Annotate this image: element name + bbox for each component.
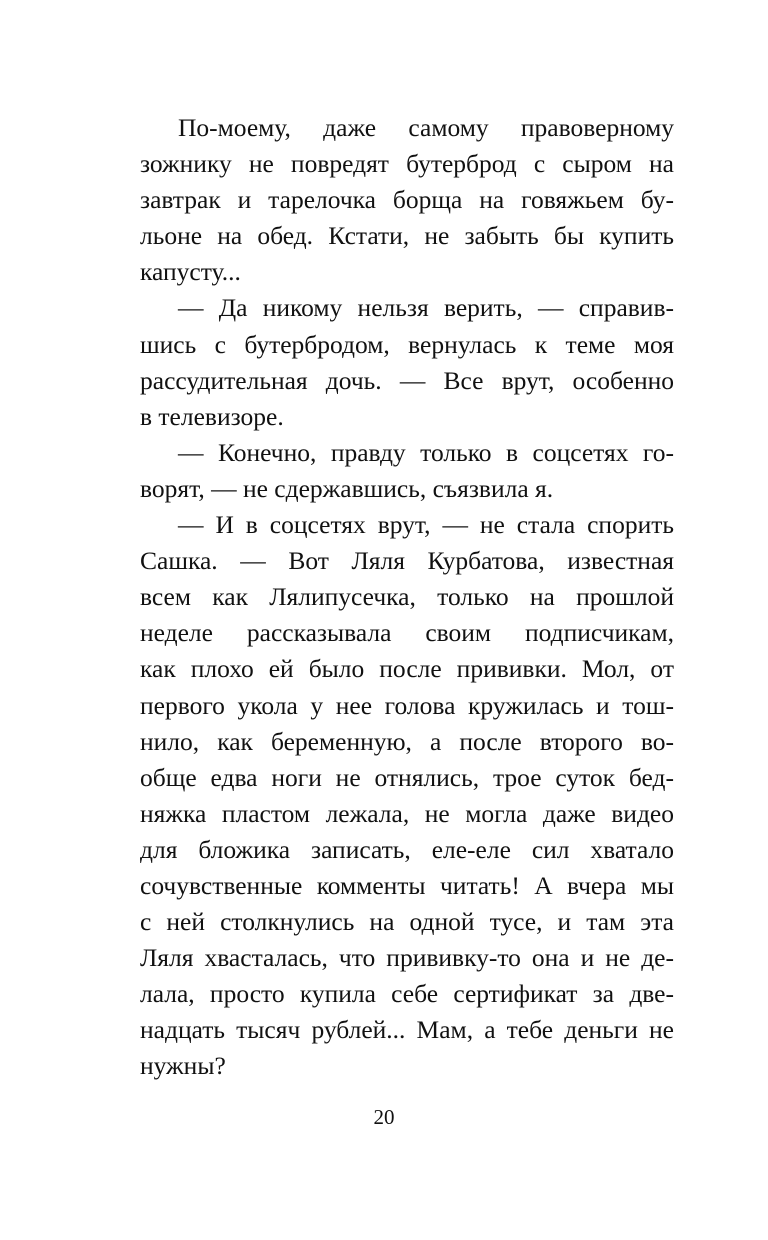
text-line: По-моему, даже самому правоверному xyxy=(178,113,674,142)
page-number: 20 xyxy=(373,1105,395,1129)
text-line: нило, как беременную, а после второго во- xyxy=(140,726,674,756)
text-line: Ляля хвасталась, что прививку-то она и не де- xyxy=(140,943,674,973)
text-line: нужны? xyxy=(140,1051,226,1081)
text-line: завтрак и тарелочка борща на говяжьем бу- xyxy=(140,185,674,215)
text-line: капусту... xyxy=(140,257,241,287)
body-text xyxy=(140,110,674,1085)
text-line: няжка пластом лежала, не могла даже видео xyxy=(140,798,674,828)
text-line: зожнику не повредят бутерброд с сыром на xyxy=(140,149,674,179)
text-line: — Да никому нельзя верить, — справив- xyxy=(178,293,674,323)
text-line: для бложика записать, еле-еле сил хватало xyxy=(140,834,674,864)
text-line: ворят, — не сдержавшись, съязвила я. xyxy=(140,473,554,503)
text-line: с ней столкнулись на одной тусе, и там эта xyxy=(140,907,674,937)
text-line: в телевизоре. xyxy=(140,401,284,431)
text-line: — Конечно, правду только в соцсетях го- xyxy=(178,437,674,467)
text-line: всем как Лялипусечка, только на прошлой xyxy=(140,582,674,612)
text-line: льоне на обед. Кстати, не забыть бы купить xyxy=(140,221,674,251)
text-line: лала, просто купила себе сертификат за две- xyxy=(140,979,674,1009)
text-line: надцать тысяч рублей... Мам, а тебе деньги не xyxy=(140,1015,674,1045)
text-line: первого укола у нее голова кружилась и тош- xyxy=(140,690,674,720)
text-line: сочувственные комменты читать! А вчера мы xyxy=(140,870,674,900)
text-line: неделе рассказывала своим подписчикам, xyxy=(140,618,674,648)
text-line: обще едва ноги не отнялись, трое суток бед- xyxy=(140,762,674,792)
text-line: — И в соцсетях врут, — не стала спорить xyxy=(178,510,674,540)
text-line: как плохо ей было после прививки. Мол, от xyxy=(140,654,674,684)
text-line: шись с бутербродом, вернулась к теме моя xyxy=(140,329,674,359)
text-line: рассудительная дочь. — Все врут, особенно xyxy=(140,365,674,395)
text-line: Сашка. — Вот Ляля Курбатова, известная xyxy=(140,546,674,576)
